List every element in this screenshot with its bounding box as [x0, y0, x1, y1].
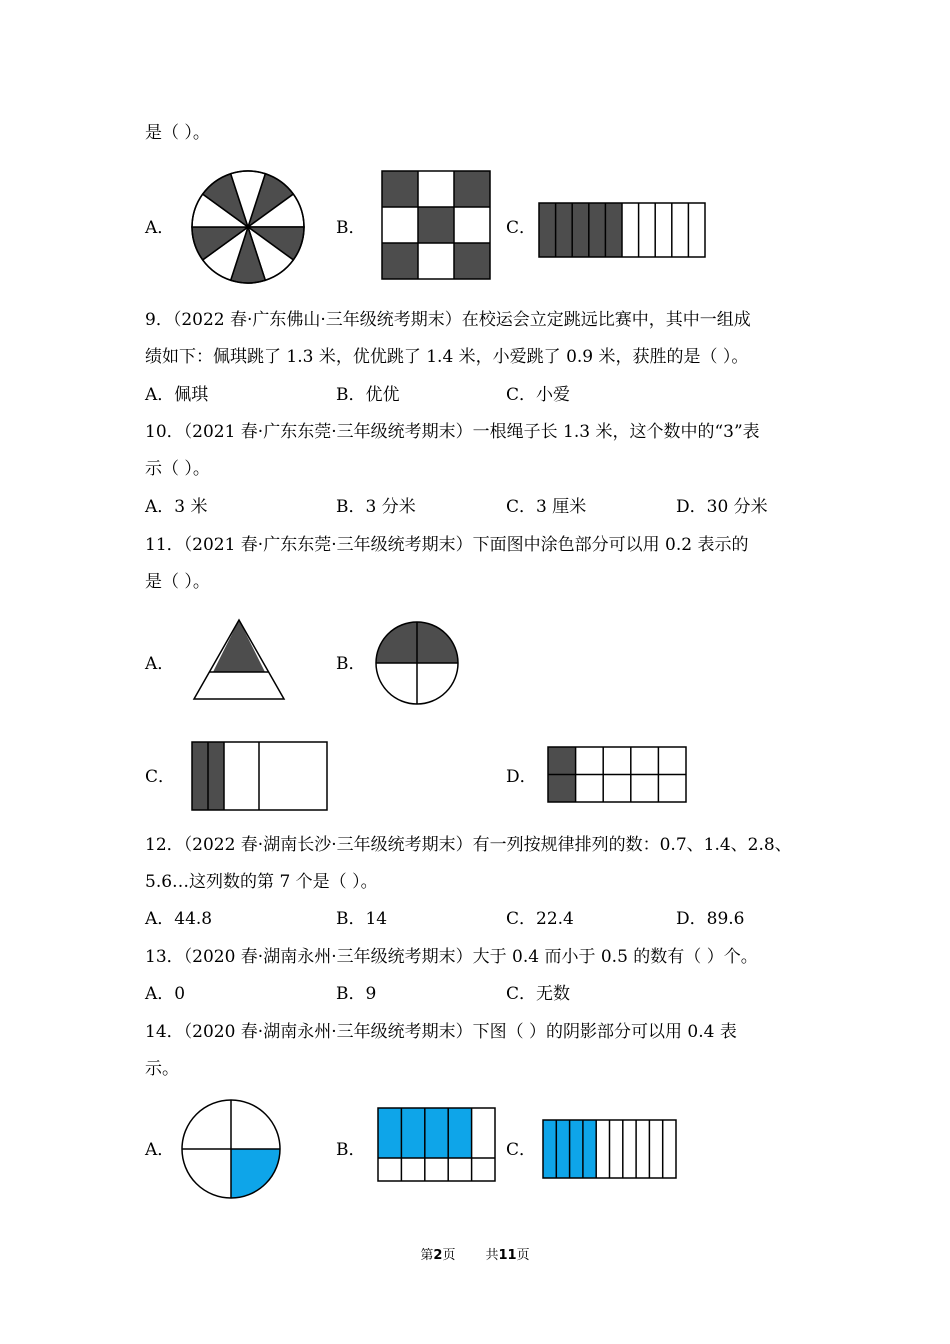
q10-text-line2: 示（ ）。: [145, 459, 210, 479]
q8-figure-a-circle: [189, 168, 307, 286]
footer-page-suffix: 页: [442, 1248, 456, 1263]
q12-option-c[interactable]: C．22.4: [506, 909, 574, 929]
footer-page-prefix: 第: [420, 1248, 434, 1263]
q14-figure-a-circle: [180, 1098, 282, 1200]
q9-option-c[interactable]: C．小爱: [506, 385, 571, 405]
q14-option-c[interactable]: C．: [506, 1140, 537, 1160]
q8-option-a[interactable]: A．: [145, 218, 175, 238]
q13-option-a[interactable]: A．0: [145, 984, 186, 1004]
q8-tail: 是（ ）。: [145, 123, 210, 143]
q11-figure-b-circle: [374, 620, 460, 706]
q12-option-d[interactable]: D．89.6: [676, 909, 745, 929]
footer-total-suffix: 页: [516, 1248, 530, 1263]
footer-total-number: 11: [498, 1248, 517, 1263]
q8-figure-c-strips: [538, 202, 708, 260]
q10-option-a[interactable]: A．3 米: [145, 497, 208, 517]
q9-text-line2: 绩如下：佩琪跳了 1.3 米，优优跳了 1.4 米，小爱跳了 0.9 米，获胜的是（ ）。: [145, 347, 749, 367]
q14-option-b[interactable]: B．: [336, 1140, 366, 1160]
q9-option-a[interactable]: A．佩琪: [145, 385, 209, 405]
q10-text-line1: 10．（2021 春·广东东莞·三年级统考期末）一根绳子长 1.3 米，这个数中的“3”表: [145, 422, 760, 442]
q11-text-line2: 是（ ）。: [145, 572, 210, 592]
q13-text-line1: 13．（2020 春·湖南永州·三年级统考期末）大于 0.4 而小于 0.5 的数有（ ）个。: [145, 947, 758, 967]
q8-option-c[interactable]: C．: [506, 218, 537, 238]
q13-option-c[interactable]: C．无数: [506, 984, 571, 1004]
q12-option-a[interactable]: A．44.8: [145, 909, 213, 929]
q11-option-b[interactable]: B．: [336, 654, 366, 674]
q14-text-line1: 14．（2020 春·湖南永州·三年级统考期末）下图（ ）的阴影部分可以用 0.4 表: [145, 1022, 737, 1042]
q11-option-d[interactable]: D．: [506, 767, 537, 787]
q14-figure-b-grid: [377, 1107, 498, 1184]
q8-figure-b-checker: [381, 170, 493, 282]
q11-figure-d-grid: [547, 746, 690, 806]
q14-figure-c-strips: [542, 1119, 678, 1181]
q11-text-line1: 11．（2021 春·广东东莞·三年级统考期末）下面图中涂色部分可以用 0.2 表示的: [145, 535, 749, 555]
q9-text-line1: 9．（2022 春·广东佛山·三年级统考期末）在校运会立定跳远比赛中，其中一组成: [145, 310, 751, 330]
q11-option-a[interactable]: A．: [145, 654, 175, 674]
q12-text-line1: 12．（2022 春·湖南长沙·三年级统考期末）有一列按规律排列的数：0.7、1.4、2.8、: [145, 835, 792, 855]
footer-total-prefix: 共: [485, 1248, 499, 1263]
q9-option-b[interactable]: B．优优: [336, 385, 400, 405]
footer-page-number: 2: [433, 1248, 443, 1263]
q14-text-line2: 示。: [145, 1059, 179, 1079]
q10-option-d[interactable]: D．30 分米: [676, 497, 768, 517]
q11-figure-a-triangle: [191, 618, 287, 702]
q10-option-c[interactable]: C．3 厘米: [506, 497, 587, 517]
q12-text-line2: 5.6…这列数的第 7 个是（ ）。: [145, 872, 378, 892]
page-footer: [0, 1244, 950, 1263]
q14-option-a[interactable]: A．: [145, 1140, 175, 1160]
q12-option-b[interactable]: B．14: [336, 909, 388, 929]
q13-option-b[interactable]: B．9: [336, 984, 377, 1004]
q11-option-c[interactable]: C．: [145, 767, 176, 787]
q8-option-b[interactable]: B．: [336, 218, 366, 238]
q11-figure-c-rect: [191, 741, 331, 813]
q10-option-b[interactable]: B．3 分米: [336, 497, 416, 517]
